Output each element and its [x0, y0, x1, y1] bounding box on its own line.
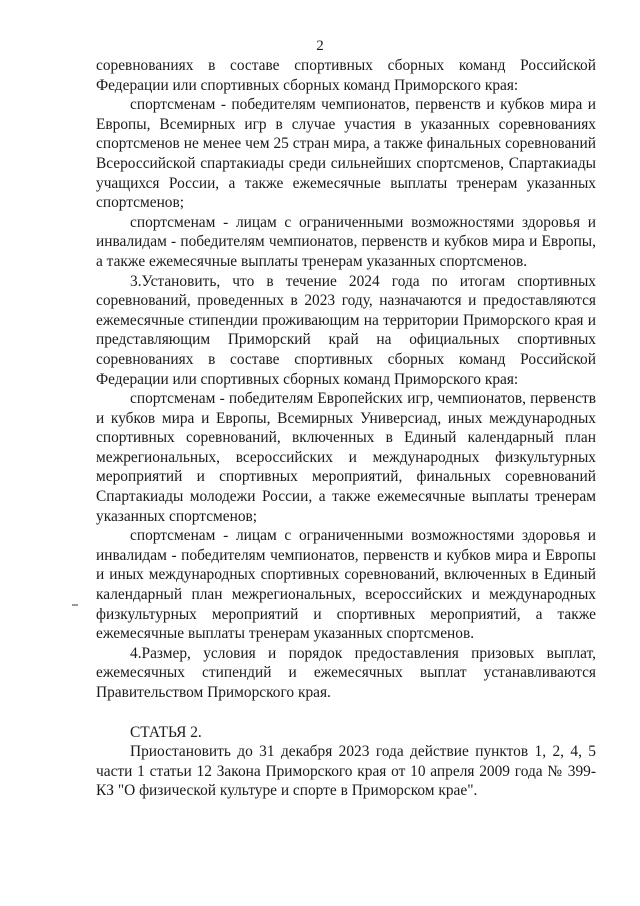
- paragraph: 4.Размер, условия и порядок предоставления призовых выплат, ежемесячных стипендий и ежемесячных выплат устанавливаются Правительством Приморского края.: [96, 644, 596, 701]
- document-body: [96, 56, 596, 801]
- paragraph: 3.Установить, что в течение 2024 года по итогам спортивных соревнований, проведенных в 2023 году, назначаются и предоставляются ежемесячные стипендии проживающим на территории Приморского края и представляющим Приморский край на официальных спортивных соревнованиях в составе спортивных сборных команд Российской Федерации или спортивных сборных команд Приморского края:: [96, 272, 596, 388]
- page-number: 2: [316, 38, 324, 54]
- article-heading: СТАТЬЯ 2.: [130, 723, 202, 741]
- article-text: Приостановить до 31 декабря 2023 года действие пунктов 1, 2, 4, 5 части 1 статьи 12 Закона Приморского края от 10 апреля 2009 года № 399-КЗ "О физической культуре и спорте в Приморском крае".: [96, 743, 596, 800]
- paragraph: спортсменам - лицам с ограниченными возможностями здоровья и инвалидам - победителям чемпионатов, первенств и кубков мира и Европы, а также ежемесячные выплаты тренерам указанных спортсменов.: [96, 213, 596, 270]
- paragraph: соревнованиях в составе спортивных сборных команд Российской Федерации или спортивных сборных команд Приморского края:: [96, 57, 596, 94]
- section-gap: [96, 703, 596, 723]
- paragraph: спортсменам - победителям Европейских игр, чемпионатов, первенств и кубков мира и Европы, Всемирных Универсиад, иных международных спортивных соревнований, включенных в Единый календарный план межрегиональных, всероссийских и международных физкультурных мероприятий и спортивных мероприятий, финальных соревнований Спартакиады молодежи России, а также ежемесячные выплаты тренерам указанных спортсменов;: [96, 390, 596, 525]
- scan-artifact: [72, 604, 78, 606]
- paragraph: спортсменам - победителям чемпионатов, первенств и кубков мира и Европы, Всемирных игр в случае участия в указанных соревнованиях спортсменов не менее чем 25 стран мира, а также финальных соревнований Всероссийской спартакиады среди сильнейших спортсменов, Спартакиады учащихся России, а также ежемесячные выплаты тренерам указанных спортсменов;: [96, 96, 596, 212]
- paragraph: спортсменам - лицам с ограниченными возможностями здоровья и инвалидам - победителям чемпионатов, первенств и кубков мира и Европы и иных международных спортивных соревнований, включенных в Единый календарный план межрегиональных, всероссийских и международных физкультурных мероприятий и спортивных мероприятий, а также ежемесячные выплаты тренерам указанных спортсменов.: [96, 527, 596, 643]
